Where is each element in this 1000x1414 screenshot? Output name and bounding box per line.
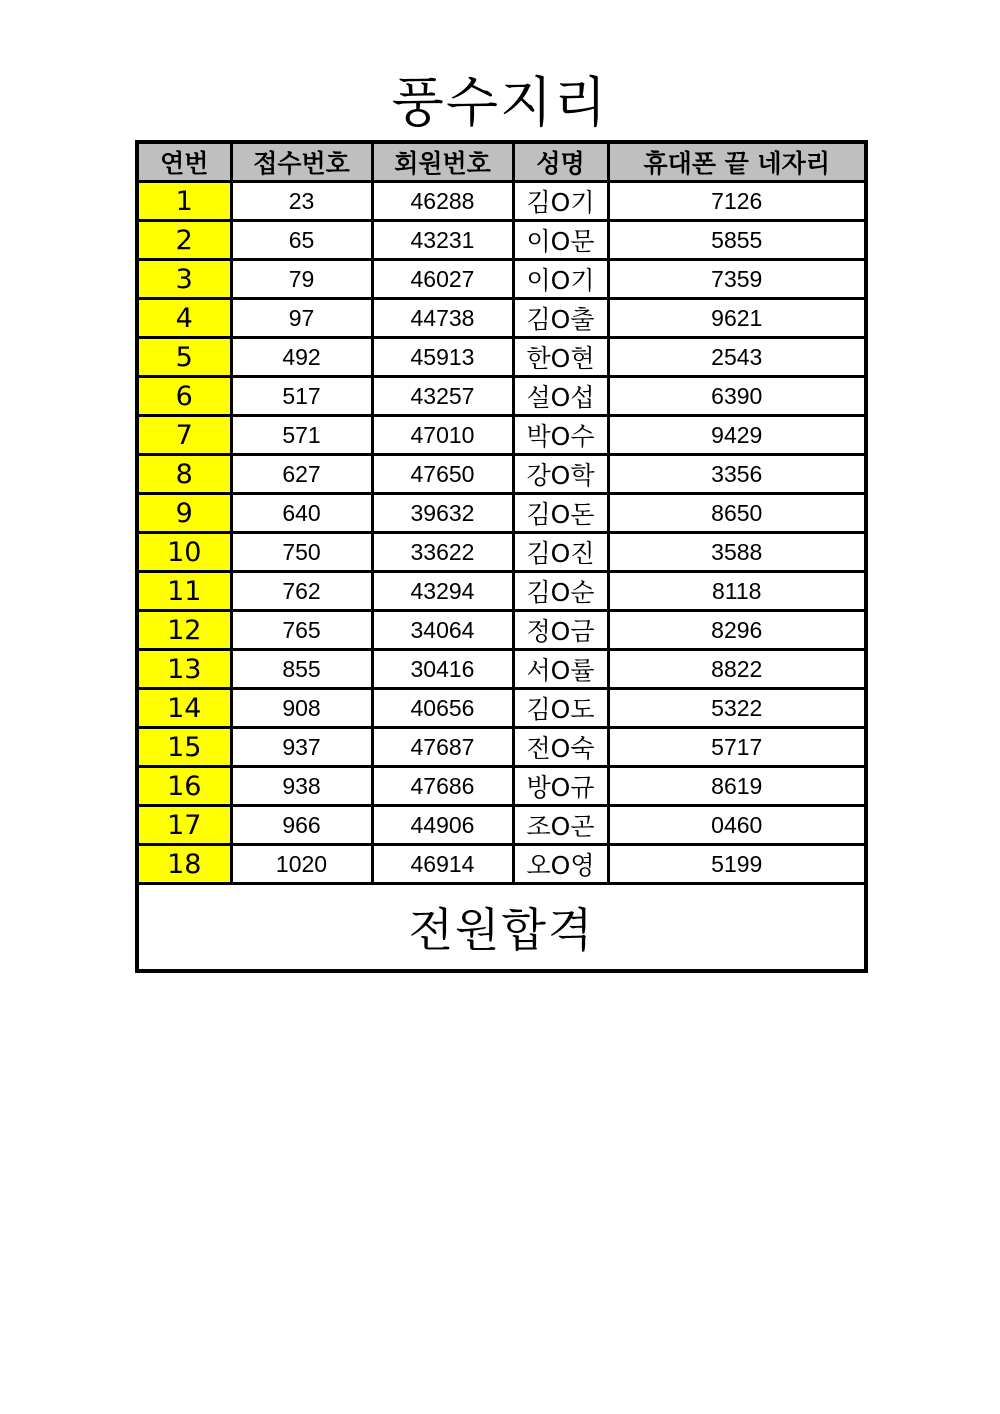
table-row [137, 611, 866, 650]
cell-seq: 3 [137, 260, 231, 299]
cell-seq: 15 [137, 728, 231, 767]
table-row [137, 728, 866, 767]
cell-receipt-no: 855 [231, 650, 372, 689]
table-row [137, 845, 866, 884]
cell-member-no: 34064 [372, 611, 513, 650]
cell-phone-last4: 6390 [608, 377, 866, 416]
cell-receipt-no: 750 [231, 533, 372, 572]
cell-receipt-no: 762 [231, 572, 372, 611]
cell-receipt-no: 492 [231, 338, 372, 377]
table-row [137, 689, 866, 728]
cell-phone-last4: 7126 [608, 182, 866, 221]
cell-seq: 18 [137, 845, 231, 884]
cell-member-no: 46027 [372, 260, 513, 299]
results-table [135, 140, 868, 973]
cell-seq: 13 [137, 650, 231, 689]
cell-name: 김O출 [513, 299, 608, 338]
cell-name: 김O돈 [513, 494, 608, 533]
cell-receipt-no: 517 [231, 377, 372, 416]
cell-seq: 6 [137, 377, 231, 416]
cell-phone-last4: 8650 [608, 494, 866, 533]
cell-receipt-no: 79 [231, 260, 372, 299]
header-seq: 연번 [137, 142, 231, 182]
cell-member-no: 39632 [372, 494, 513, 533]
cell-name: 설O섭 [513, 377, 608, 416]
cell-phone-last4: 8619 [608, 767, 866, 806]
cell-seq: 5 [137, 338, 231, 377]
header-name: 성명 [513, 142, 608, 182]
cell-seq: 9 [137, 494, 231, 533]
cell-seq: 12 [137, 611, 231, 650]
table-row [137, 767, 866, 806]
cell-seq: 4 [137, 299, 231, 338]
cell-phone-last4: 5199 [608, 845, 866, 884]
cell-member-no: 47686 [372, 767, 513, 806]
cell-member-no: 46288 [372, 182, 513, 221]
table-row [137, 806, 866, 845]
cell-member-no: 47650 [372, 455, 513, 494]
table-row [137, 416, 866, 455]
cell-name: 이O문 [513, 221, 608, 260]
table-row [137, 338, 866, 377]
cell-member-no: 46914 [372, 845, 513, 884]
cell-phone-last4: 3588 [608, 533, 866, 572]
table-row [137, 455, 866, 494]
cell-member-no: 40656 [372, 689, 513, 728]
cell-member-no: 43294 [372, 572, 513, 611]
table-row [137, 299, 866, 338]
cell-phone-last4: 7359 [608, 260, 866, 299]
cell-member-no: 47010 [372, 416, 513, 455]
cell-name: 김O기 [513, 182, 608, 221]
cell-phone-last4: 8822 [608, 650, 866, 689]
header-member-no: 회원번호 [372, 142, 513, 182]
cell-receipt-no: 908 [231, 689, 372, 728]
cell-receipt-no: 765 [231, 611, 372, 650]
page-title: 풍수지리 [391, 71, 609, 134]
cell-phone-last4: 2543 [608, 338, 866, 377]
table-body [137, 182, 866, 884]
cell-name: 이O기 [513, 260, 608, 299]
cell-receipt-no: 23 [231, 182, 372, 221]
header-receipt-no: 접수번호 [231, 142, 372, 182]
cell-seq: 16 [137, 767, 231, 806]
cell-seq: 2 [137, 221, 231, 260]
cell-receipt-no: 640 [231, 494, 372, 533]
cell-name: 강O학 [513, 455, 608, 494]
cell-phone-last4: 0460 [608, 806, 866, 845]
cell-name: 서O률 [513, 650, 608, 689]
cell-receipt-no: 65 [231, 221, 372, 260]
cell-name: 박O수 [513, 416, 608, 455]
cell-member-no: 43257 [372, 377, 513, 416]
cell-name: 김O진 [513, 533, 608, 572]
cell-phone-last4: 5855 [608, 221, 866, 260]
table-row [137, 221, 866, 260]
cell-member-no: 43231 [372, 221, 513, 260]
cell-name: 한O현 [513, 338, 608, 377]
cell-receipt-no: 937 [231, 728, 372, 767]
table-row [137, 572, 866, 611]
table-row [137, 533, 866, 572]
cell-phone-last4: 8296 [608, 611, 866, 650]
cell-phone-last4: 9429 [608, 416, 866, 455]
cell-name: 김O도 [513, 689, 608, 728]
cell-name: 전O숙 [513, 728, 608, 767]
cell-member-no: 44906 [372, 806, 513, 845]
cell-receipt-no: 966 [231, 806, 372, 845]
cell-member-no: 44738 [372, 299, 513, 338]
header-phone-last4: 휴대폰 끝 네자리 [608, 142, 866, 182]
footer-row [137, 884, 866, 972]
pass-all-note: 전원합격 [137, 884, 866, 972]
table-row [137, 260, 866, 299]
table-row [137, 182, 866, 221]
cell-receipt-no: 571 [231, 416, 372, 455]
header-row [137, 142, 866, 182]
cell-phone-last4: 5717 [608, 728, 866, 767]
cell-member-no: 45913 [372, 338, 513, 377]
cell-receipt-no: 938 [231, 767, 372, 806]
cell-phone-last4: 3356 [608, 455, 866, 494]
cell-phone-last4: 8118 [608, 572, 866, 611]
table-row [137, 650, 866, 689]
cell-seq: 1 [137, 182, 231, 221]
cell-receipt-no: 97 [231, 299, 372, 338]
cell-name: 오O영 [513, 845, 608, 884]
cell-member-no: 30416 [372, 650, 513, 689]
cell-member-no: 47687 [372, 728, 513, 767]
cell-phone-last4: 9621 [608, 299, 866, 338]
table-row [137, 377, 866, 416]
cell-member-no: 33622 [372, 533, 513, 572]
cell-name: 조O곤 [513, 806, 608, 845]
cell-name: 김O순 [513, 572, 608, 611]
cell-phone-last4: 5322 [608, 689, 866, 728]
cell-seq: 8 [137, 455, 231, 494]
cell-name: 정O금 [513, 611, 608, 650]
cell-seq: 11 [137, 572, 231, 611]
cell-seq: 17 [137, 806, 231, 845]
cell-seq: 14 [137, 689, 231, 728]
cell-seq: 10 [137, 533, 231, 572]
cell-name: 방O규 [513, 767, 608, 806]
cell-seq: 7 [137, 416, 231, 455]
table-row [137, 494, 866, 533]
cell-receipt-no: 1020 [231, 845, 372, 884]
cell-receipt-no: 627 [231, 455, 372, 494]
